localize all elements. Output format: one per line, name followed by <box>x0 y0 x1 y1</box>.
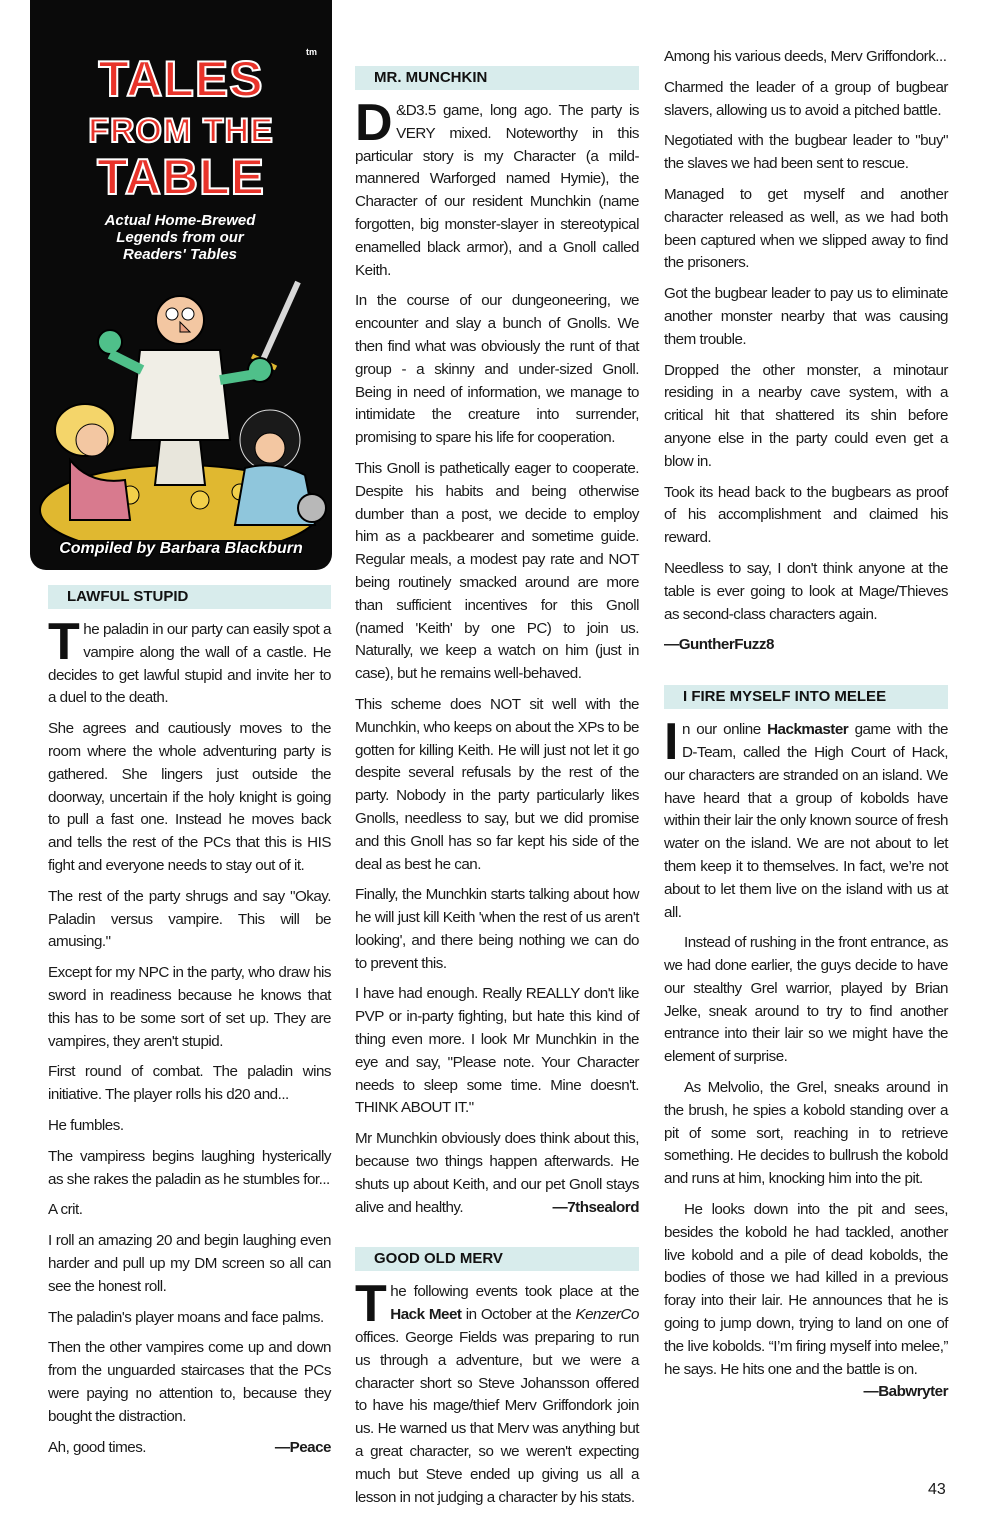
drop-cap: T <box>48 613 80 671</box>
banner-subtitle <box>60 212 300 263</box>
banner-title-line1: TALES <box>98 51 264 107</box>
lawful-paragraph-8: A crit. <box>48 1201 83 1219</box>
munchkin-paragraph-1: D &D3.5 game, long ago. The party is VERY mixed. Noteworthy in this particular story is my Character (a mild-mannered Warforged named Hymie), the Character of our resident Munchkin (name forgotten, big monster-slayer in stereotypical enamelled black armor), and a Gnoll called Keith. <box>355 94 639 279</box>
munchkin-paragraph-4: This scheme does NOT sit well with the Munchkin, who keeps on about the XPs to be gotten for killing Keith. He will just not let it go despite several refusals by the rest of the party. Nobody in the party particularly likes Gnolls, needless to say, but we did promise and this Gnoll has so far kept his side of the deal as best he can. <box>355 695 639 873</box>
drop-cap: T <box>355 1275 387 1334</box>
merv-paragraph-2: Among his various deeds, Merv Griffondork... <box>664 48 947 65</box>
page-number: 43 <box>928 1481 946 1498</box>
munchkin-paragraph-7: Mr Munchkin obviously does think about this, because two things happen afterwards. He shuts up about Keith, and our pet Gnoll stays alive and healthy. —7thsealord <box>355 1128 639 1219</box>
section-heading-good-old-merv: GOOD OLD MERV <box>355 1247 639 1271</box>
section-heading-lawful-stupid: LAWFUL STUPID <box>48 585 331 609</box>
coin-icon <box>191 491 209 509</box>
glasses-icon <box>166 308 178 320</box>
munchkin-paragraph-3: This Gnoll is pathetically eager to cooperate. Despite his habits and being otherwise dumber than a post, we decide to employ him as a packbearer and sometime guide. Regular meals, a modest pay rate and NOT being routinely smacked around are more than sufficient incentives for this Gnoll (named 'Keith' by one PC) to join us. Naturally, we keep a watch on him (just in case), but he remains well-behaved. <box>355 459 639 683</box>
trademark-mark: tm <box>306 47 317 57</box>
banner-title-line2: FROM THE <box>88 112 274 150</box>
hero-head <box>156 296 204 344</box>
merv-paragraph-1: The following events took place at the Hack Meet in October at the KenzerCo offices. George Fields was preparing to run us through a adventure, but we were a character short so Steve Johansson offered to have his mage/thief Merv Griffondork join us. He warned us that Merv was anything but a great character, so we weren't expecting much but Steve ended up giving us all a lesson in not judging a character by his stats. <box>355 1275 639 1506</box>
section-heading-fire-myself-into-melee: I FIRE MYSELF INTO MELEE <box>664 685 948 709</box>
author-signature: —Babwryter <box>863 1383 948 1401</box>
column-3 <box>664 46 948 1404</box>
merv-paragraph-6: Got the bugbear leader to pay us to eliminate another monster nearby that was causing them trouble. <box>664 285 948 348</box>
lawful-paragraph-7: The vampiress begins laughing hysterically as she rakes the paladin as he stumbles for... <box>48 1147 331 1188</box>
merv-paragraph-7: Dropped the other monster, a minotaur residing in a nearby cave system, with a critical hit that shattered its shin before anyone else in the party could even get a blow in. <box>664 361 948 470</box>
banner-subtitle-line3: Readers' Tables <box>123 246 237 263</box>
author-signature: —GuntherFuzz8 <box>664 636 774 654</box>
merv-paragraph-8: Took its head back to the bugbears as proof of his accomplishment and claimed his reward. <box>664 483 948 547</box>
column-2 <box>355 66 639 1517</box>
banner-subtitle-line1: Actual Home-Brewed <box>104 212 256 229</box>
banner-subtitle-line2: Legends from our <box>116 229 244 246</box>
merv-paragraph-5: Managed to get myself and another character released as well, as we had both been captured when we slipped away to find the prisoners. <box>664 185 948 272</box>
melee-paragraph-2: Instead of rushing in the front entrance, as we had done earlier, the guys decide to have our stealthy Grel warrior, played by Brian Jelke, sneak around to try to find another entrance into their lair so we might have the element of surprise. <box>664 934 948 1066</box>
munchkin-paragraph-2: In the course of our dungeoneering, we encounter and slay a bunch of Gnolls. We then find what was obviously the runt of that group - a skinny and under-sized Gnoll. Being in need of information, we manage to intimidate the creature into surrender, promising to spare his life for cooperation. <box>355 292 639 447</box>
lawful-paragraph-3: The rest of the party shrugs and say "Okay. Paladin versus vampire. This will be amusing." <box>48 887 331 951</box>
melee-paragraph-4: He looks down into the pit and sees, besides the kobold he had tackled, another live kobold and a pile of dead kobolds, the bodies of those we had killed in a previous foray into their lair. He announces that he is going to jump down, trying to land on one of the live kobolds. “I’m firing myself into melee,” he says. He hits one and the battle is on. —Babwryter <box>664 1199 948 1381</box>
column-1 <box>48 585 331 1467</box>
lawful-paragraph-12: Ah, good times. <box>48 1438 147 1456</box>
lawful-paragraph-6: He fumbles. <box>48 1116 124 1134</box>
lawful-closing-line <box>48 1437 331 1460</box>
merv-paragraph-4: Negotiated with the bugbear leader to "buy" the slaves we had been sent to rescue. <box>664 132 948 173</box>
munchkin-paragraph-6: I have had enough. Really REALLY don't like PVP or in-party fighting, but hate this kind of thing even more. I look Mr Munchkin in the eye and say, "Please note. Your Character needs to sleep some time. Mine doesn't. THINK ABOUT IT." <box>355 985 639 1117</box>
author-signature: —7thsealord <box>552 1198 639 1216</box>
lawful-paragraph-1: The paladin in our party can easily spot a vampire along the wall of a castle. He decides to get lawful stupid and invite her to a duel to the death. <box>48 613 331 707</box>
lawful-paragraph-5: First round of combat. The paladin wins initiative. The player rolls his d20 and... <box>48 1063 331 1104</box>
drop-cap: I <box>664 713 678 772</box>
author-signature: —Peace <box>274 1438 331 1456</box>
merv-paragraph-3: Charmed the leader of a group of bugbear slavers, allowing us to avoid a pitched battle. <box>664 78 948 119</box>
munchkin-paragraph-5: Finally, the Munchkin starts talking about how he will just kill Keith 'when the rest of us aren't looking', and there being nothing we can do to prevent this. <box>355 886 639 972</box>
melee-paragraph-3: As Melvolio, the Grel, sneaks around in the brush, he spies a kobold standing over a pit of some sort, reaching in to retrieve something. He decides to bullrush the kobold and runs at him, knocking him into the pit. <box>664 1079 948 1188</box>
glove-icon <box>98 330 122 354</box>
shield-icon <box>298 494 326 522</box>
banner-title-line3: TABLE <box>97 149 265 205</box>
merv-paragraph-9: Needless to say, I don't think anyone at the table is ever going to look at Mage/Thieves as second-class characters again. <box>664 559 948 623</box>
lawful-paragraph-11: Then the other vampires come up and down from the unguarded staircases that the PCs were paying no attention to, because they bought the distraction. <box>48 1339 331 1425</box>
lawful-paragraph-10: The paladin's player moans and face palms. <box>48 1308 324 1326</box>
drop-cap: D <box>355 94 393 152</box>
hero-figure <box>130 350 230 440</box>
comic-illustration <box>30 270 332 540</box>
lawful-paragraph-4: Except for my NPC in the party, who draw his sword in readiness because he knows that this has to be some sort of set up. They are vampires, they aren't stupid. <box>48 964 331 1050</box>
sword-icon <box>262 282 298 362</box>
lawful-paragraph-2: She agrees and cautiously moves to the room where the whole adventuring party is gathered. She lingers just outside the doorway, uncertain if the holy knight is going to pull a fast one. Instead he moves back and tells the rest of the PCs that this is HIS fight and everyone needs to stay out of it. <box>48 720 331 874</box>
compiled-by-credit: Compiled by Barbara Blackburn <box>59 540 303 557</box>
section-heading-mr-munchkin: MR. MUNCHKIN <box>355 66 639 90</box>
melee-paragraph-1: In our online Hackmaster game with the D-Team, called the High Court of Hack, our characters are stranded on an island. We have heard that a group of kobolds have within their lair the only known source of fresh water on the island. We are not about to let them keep it to themselves. In fact, we’re not about to let them live on the island with us at all. <box>664 713 948 921</box>
lawful-paragraph-9: I roll an amazing 20 and begin laughing even harder and pull up my DM screen so all can see the honest roll. <box>48 1232 331 1295</box>
comic-banner <box>30 0 332 570</box>
